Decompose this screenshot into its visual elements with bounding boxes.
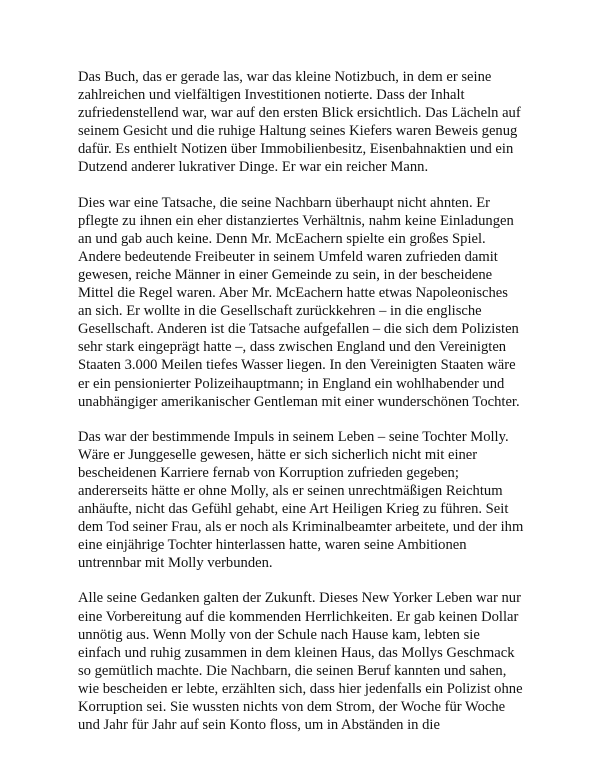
text-line: Alle seine Gedanken galten der Zukunft. Dieses New Yorker Leben war nur — [78, 590, 521, 607]
text-line: Korruption sei. Sie wussten nichts von dem Strom, der Woche für Woche — [78, 699, 506, 715]
text-line: Staaten 3.000 Meilen tiefes Wasser liegen. In den Vereinigten Staaten wäre — [78, 357, 516, 374]
text-line: Das war der bestimmende Impuls in seinem Leben – seine Tochter Molly. — [78, 428, 509, 445]
paragraph-2 — [78, 194, 538, 411]
text-line: Andere bedeutende Freibeuter in seinem Umfeld waren zufrieden damit — [78, 248, 498, 265]
text-line: pflegte zu ihnen ein eher distanziertes Verhältnis, nahm keine Einladungen — [78, 212, 514, 229]
text-line: an und gab auch keine. Denn Mr. McEachern spielte ein großes Spiel. — [78, 230, 486, 247]
text-line: gewesen, reiche Männer in einer Gemeinde zu sein, in der bescheidene — [78, 266, 493, 283]
text-line: Dies war eine Tatsache, die seine Nachbarn überhaupt nicht ahnten. Er — [78, 194, 491, 211]
text-line: Wäre er Junggeselle gewesen, hätte er sich sicherlich nicht mit einer — [78, 446, 478, 463]
text-line: sehr stark eingeprägt hatte –, dass zwischen England und den Vereinigten — [78, 339, 507, 356]
text-line: untrennbar mit Molly verbunden. — [78, 555, 273, 572]
text-line: seinem Gesicht und die ruhige Haltung seines Kiefers waren Beweis genug — [78, 123, 518, 140]
text-line: Gesellschaft. Anderen ist die Tatsache aufgefallen – die sich dem Polizisten — [78, 321, 519, 338]
text-line: einfach und ruhig zusammen in dem kleinen Haus, das Mollys Geschmack — [78, 644, 515, 661]
text-line: er ein pensionierter Polizeihauptmann; in England ein wohlhabender und — [78, 375, 505, 392]
text-line: andererseits hätte er ohne Molly, als er seinen unrechtmäßigen Reichtum — [78, 482, 503, 499]
text-line: und Jahr für Jahr auf sein Konto floss, um in Abständen in die — [78, 717, 440, 734]
text-line: Das Buch, das er gerade las, war das kleine Notizbuch, in dem er seine — [78, 69, 492, 85]
text-line: zahlreichen und vielfältigen Investitionen notierte. Dass der Inhalt — [78, 87, 465, 104]
text-line: unnötig aus. Wenn Molly von der Schule nach Hause kam, lebten sie — [78, 626, 480, 643]
text-line: Mittel die Regel waren. Aber Mr. McEachern hatte etwas Napoleonisches — [78, 285, 508, 302]
text-line: dem Tod seiner Frau, als er noch als Kriminalbeamter arbeitete, und der ihm — [78, 519, 524, 536]
text-line: Dutzend anderer lukrativer Dinge. Er war ein reicher Mann. — [78, 159, 429, 176]
text-line: unabhängiger amerikanischer Gentleman mit einer wunderschönen Tochter. — [78, 393, 520, 410]
text-line: dafür. Es enthielt Notizen über Immobilienbesitz, Eisenbahnaktien und ein — [78, 141, 514, 158]
text-line: wie bescheiden er lebte, erzählten sich, dass hier jedenfalls ein Polizist ohne — [78, 680, 523, 697]
text-line: an sich. Er wollte in die Gesellschaft zurückkehren – in die englische — [78, 303, 482, 320]
text-line: so gemütlich machte. Die Nachbarn, die seinen Beruf kannten und sahen, — [78, 662, 507, 679]
paragraph-1 — [78, 68, 538, 177]
paragraph-4 — [78, 589, 538, 734]
text-line: eine einjährige Tochter hinterlassen hatte, waren seine Ambitionen — [78, 537, 467, 554]
paragraph-3 — [78, 428, 538, 573]
text-line: zufriedenstellend war, war auf den ersten Blick ersichtlich. Das Lächeln auf — [78, 105, 521, 122]
text-line: anhäufte, nicht das Gefühl gehabt, eine Art Heiligen Krieg zu führen. Seit — [78, 501, 509, 518]
document-page — [78, 68, 538, 751]
text-line: bescheidenen Karriere fernab von Korruption zufrieden gegeben; — [78, 464, 459, 481]
text-line: eine Vorbereitung auf die kommenden Herrlichkeiten. Er gab keinen Dollar — [78, 608, 519, 625]
